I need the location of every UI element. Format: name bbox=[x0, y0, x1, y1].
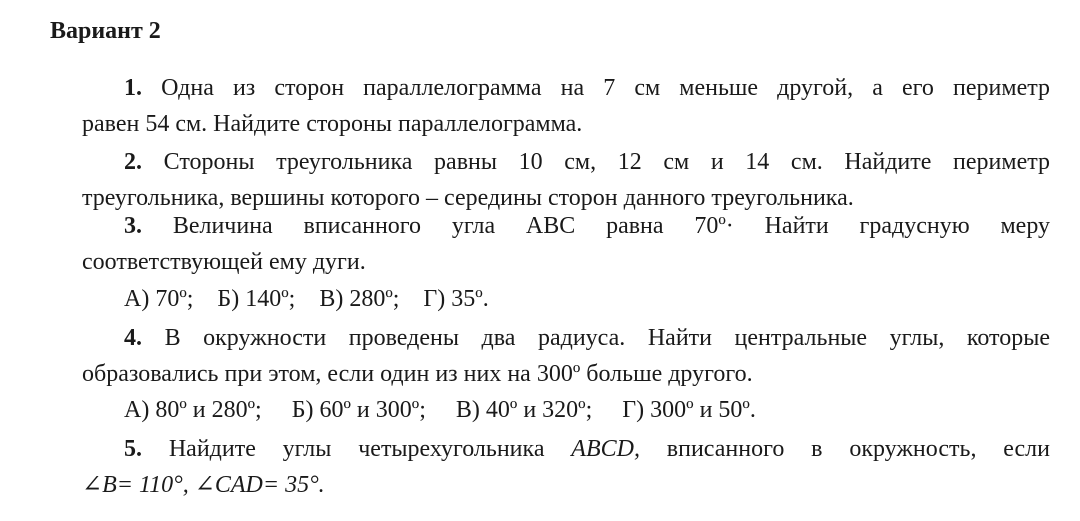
problem-3-options: А) 70º; Б) 140º; В) 280º; Г) 35º. bbox=[124, 286, 489, 312]
problem-1 bbox=[82, 70, 1050, 142]
problem-4-number: 4. bbox=[124, 325, 142, 351]
problem-1-line-1 bbox=[82, 70, 1050, 106]
problem-4-options: А) 80º и 280º; Б) 60º и 300º; В) 40º и 320º; Г) 300º и 50º. bbox=[124, 397, 756, 423]
problem-4 bbox=[82, 320, 1050, 392]
problem-3-line-1 bbox=[82, 208, 1050, 244]
problem-4-line-1 bbox=[82, 320, 1050, 356]
problem-1-text-2: равен 54 см. Найдите стороны параллелограмма. bbox=[82, 111, 583, 137]
problem-1-text-1: Одна из сторон параллелограмма на 7 см меньше другой, а его периметр bbox=[161, 75, 1051, 101]
problem-3-number: 3. bbox=[124, 213, 142, 239]
problem-2-text-2: треугольника, вершины которого – середины сторон данного треугольника. bbox=[82, 185, 854, 211]
problem-5-angles: ∠B= 110°, ∠CAD= 35°. bbox=[82, 472, 325, 498]
problem-1-number: 1. bbox=[124, 75, 142, 101]
problem-2-number: 2. bbox=[124, 149, 142, 175]
problem-3 bbox=[82, 208, 1050, 280]
problem-4-text-2: образовались при этом, если один из них на 300º больше другого. bbox=[82, 361, 753, 387]
problem-2-line-1 bbox=[82, 144, 1050, 180]
problem-3-text-2: соответствующей ему дуги. bbox=[82, 249, 366, 275]
problem-5-line-1 bbox=[82, 431, 1050, 467]
problem-5-text-post: вписанного в окружность, если bbox=[639, 436, 1050, 462]
variant-title: Вариант 2 bbox=[50, 18, 161, 44]
problem-5-text-pre: Найдите углы четырехугольника bbox=[168, 436, 572, 462]
problem-5 bbox=[82, 431, 1050, 503]
problem-5-number: 5. bbox=[124, 436, 142, 462]
problem-3-text-1: Величина вписанного угла АВС равна 70º· Найти градусную меру bbox=[172, 213, 1051, 239]
problem-2-text-1: Стороны треугольника равны 10 см, 12 см и 14 см. Найдите периметр bbox=[163, 149, 1051, 175]
problem-5-quadrilateral-name: ABCD, bbox=[571, 436, 640, 462]
problem-2 bbox=[82, 144, 1050, 216]
problem-4-text-1: В окружности проведены два радиуса. Найти центральные углы, которые bbox=[164, 325, 1051, 351]
